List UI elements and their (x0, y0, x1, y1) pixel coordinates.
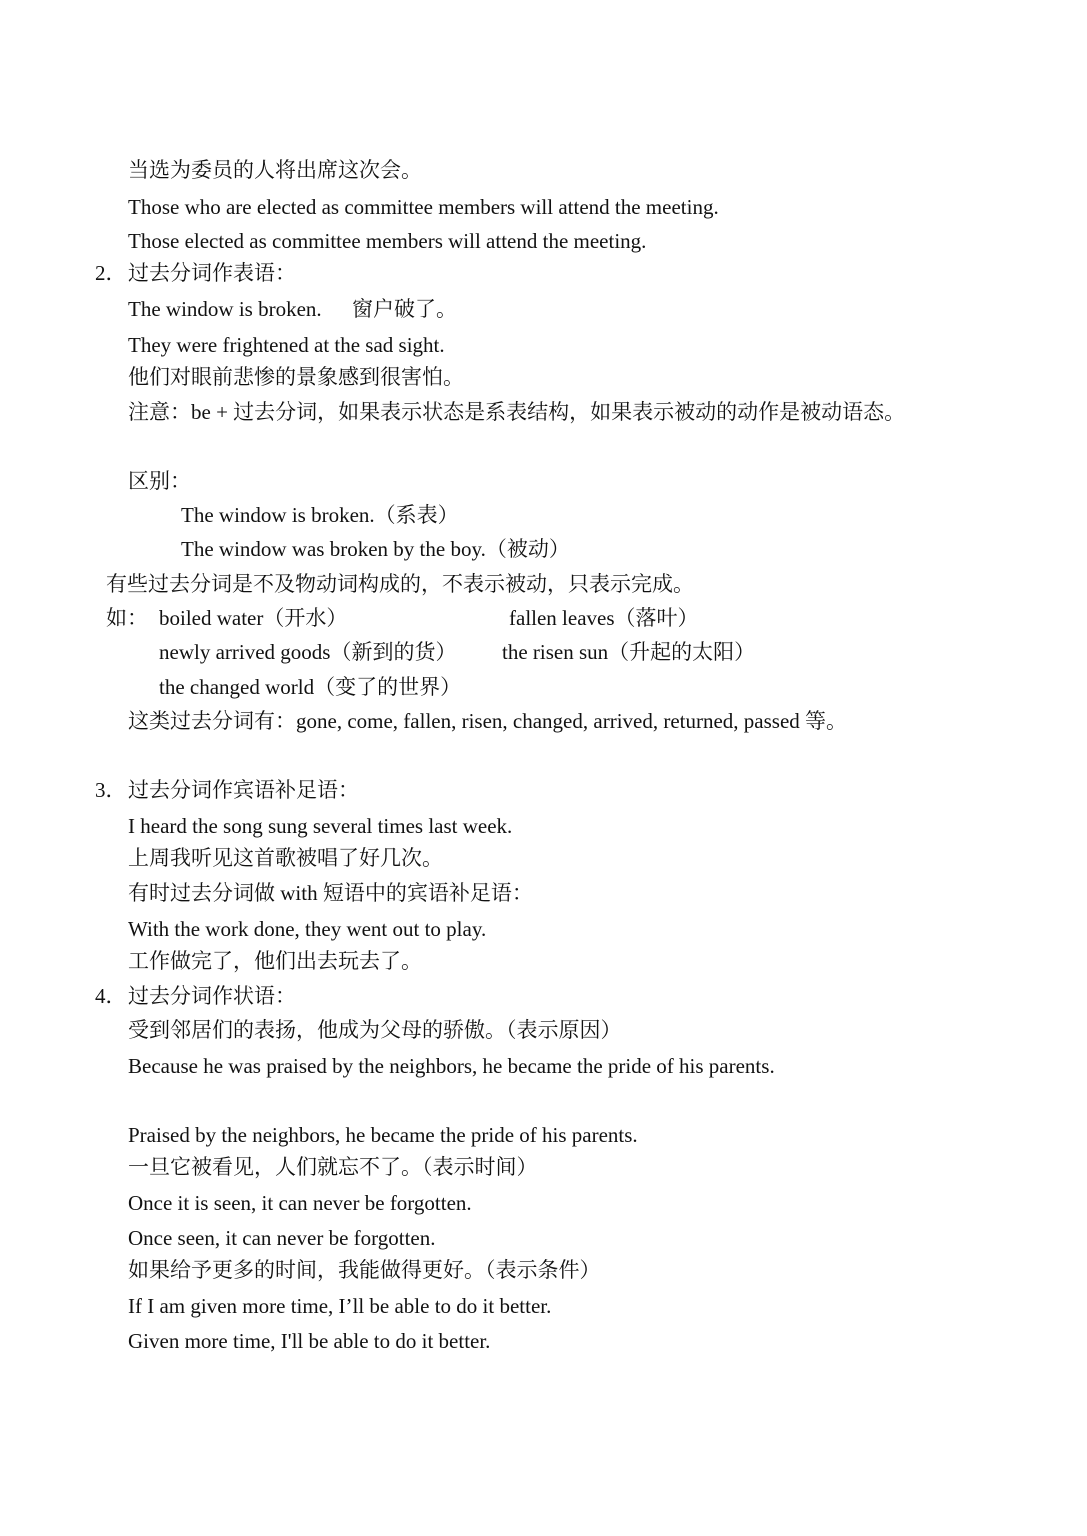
s4-condition-cn: 如果给予更多的时间，我能做得更好。（表示条件） (128, 1258, 601, 1282)
s2-example-arrived-goods: newly arrived goods（新到的货） (159, 640, 457, 664)
s2-example-fallen-leaves: fallen leaves（落叶） (509, 606, 699, 630)
section-4-heading: 过去分词作状语： (128, 984, 296, 1008)
s3-example-2-en: With the work done, they went out to play. (128, 917, 487, 941)
section-2-number: 2． (95, 261, 127, 285)
s4-time-cn: 一旦它被看见，人们就忘不了。（表示时间） (128, 1155, 538, 1179)
s4-condition-en-full: If I am given more time, I’ll be able to do it better. (128, 1294, 552, 1318)
s2-example-2-en: They were frightened at the sad sight. (128, 333, 445, 357)
intro-en-1: Those who are elected as committee members will attend the meeting. (128, 195, 719, 219)
s2-example-changed-world: the changed world（变了的世界） (159, 675, 462, 699)
s4-cause-en-full: Because he was praised by the neighbors, he became the pride of his parents. (128, 1054, 775, 1078)
section-2-heading: 过去分词作表语： (128, 261, 296, 285)
s4-time-en-full: Once it is seen, it can never be forgotten. (128, 1191, 472, 1215)
s3-example-1-en: I heard the song sung several times last week. (128, 814, 513, 838)
s2-note: 注意：be + 过去分词，如果表示状态是系表结构，如果表示被动的动作是被动语态。 (128, 400, 906, 424)
s2-difference-2: The window was broken by the boy.（被动） (181, 537, 570, 561)
intro-en-2: Those elected as committee members will attend the meeting. (128, 229, 647, 253)
s2-example-boiled-water: boiled water（开水） (159, 606, 348, 630)
s2-difference-label: 区别： (128, 469, 191, 493)
s3-with-note: 有时过去分词做 with 短语中的宾语补足语： (128, 881, 533, 905)
s3-example-1-cn: 上周我听见这首歌被唱了好几次。 (128, 846, 443, 870)
section-3-heading: 过去分词作宾语补足语： (128, 778, 359, 802)
s2-example-label: 如： (106, 606, 148, 630)
s2-example-1-en: The window is broken. (128, 297, 322, 321)
s4-cause-en-short: Praised by the neighbors, he became the pride of his parents. (128, 1123, 638, 1147)
intro-cn: 当选为委员的人将出席这次会。 (128, 158, 422, 182)
s2-difference-1: The window is broken.（系表） (181, 503, 459, 527)
section-3-number: 3． (95, 778, 127, 802)
s2-example-2-cn: 他们对眼前悲惨的景象感到很害怕。 (128, 365, 464, 389)
s2-example-1-cn: 窗户破了。 (352, 297, 457, 321)
s3-example-2-cn: 工作做完了，他们出去玩去了。 (128, 949, 422, 973)
s2-intransitive-note: 有些过去分词是不及物动词构成的，不表示被动，只表示完成。 (106, 572, 694, 596)
s4-cause-cn: 受到邻居们的表扬，他成为父母的骄傲。（表示原因） (128, 1018, 622, 1042)
s2-example-risen-sun: the risen sun（升起的太阳） (502, 640, 756, 664)
s4-time-en-short: Once seen, it can never be forgotten. (128, 1226, 436, 1250)
s2-participle-list: 这类过去分词有：gone, come, fallen, risen, changed, arrived, returned, passed 等。 (128, 709, 848, 733)
s4-condition-en-short: Given more time, I'll be able to do it better. (128, 1329, 491, 1353)
section-4-number: 4． (95, 984, 127, 1008)
